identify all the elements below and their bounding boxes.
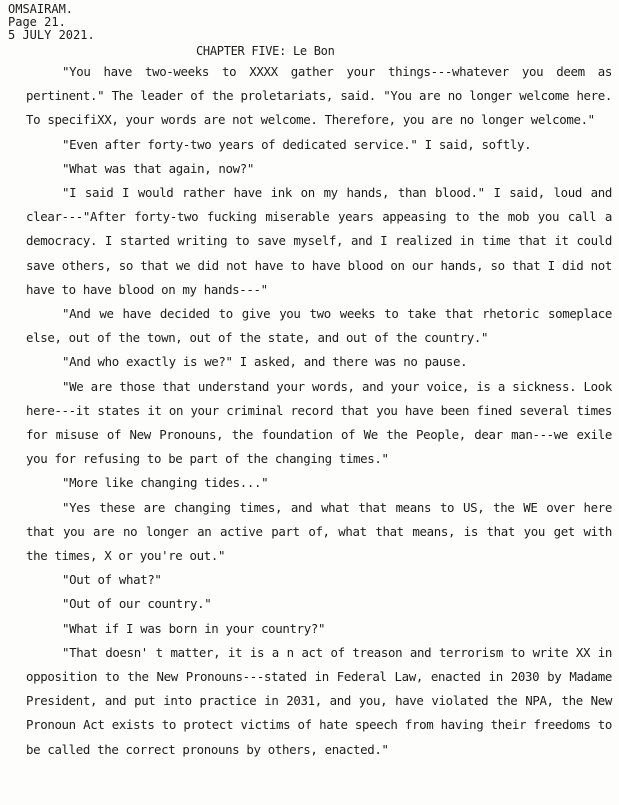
paragraph: "More like changing tides..." [62,475,269,491]
manuscript-body [26,60,612,762]
paragraph: "What if I was born in your country?" [62,620,326,636]
page-number: Page 21. [8,15,66,29]
paragraph: "We are those that understand your words, and your voice, is a sickness. Look here---it states it on your criminal record that you have been fined several times for misuse of New Pronouns, the foundation of We the People, dear man---we exile you for refusing to be part of the changing times." [26,378,612,467]
paragraph: "You have two-weeks to XXXX gather your things---whatever you deem as pertinent." The leader of the proletariats, said. "You are no longer welcome here. To specifiXX, your words are not welcome. Therefore, you are no longer welcome." [26,64,612,128]
author-name: OMSAIRAM. [8,2,74,16]
chapter-title: CHAPTER FIVE: Le Bon [196,44,335,58]
paragraph: "Even after forty-two years of dedicated service." I said, softly. [62,136,532,152]
page-date: 5 JULY 2021. [8,28,95,42]
paragraph: "Yes these are changing times, and what that means to US, the WE over here that you are no longer an active part of, what that means, is that you get with the times, X or you're out." [26,499,612,564]
paragraph: "That doesn' t matter, it is a n act of treason and terrorism to write XX in opposition to the New Pronouns---stated in Federal Law, enacted in 2030 by Madame President, and put into practice in 2031, and you, have violated the NPA, the New Pronoun Act exists to protect victims of hate speech from having their freedoms to be called the correct pronouns by others, enacted." [26,644,612,757]
paragraph: "And we have decided to give you two weeks to take that rhetoric someplace else, out of the town, out of the state, and out of the country." [26,306,612,346]
paragraph: "And who exactly is we?" I asked, and there was no pause. [62,354,468,370]
page-header [8,3,95,42]
paragraph: "I said I would rather have ink on my hands, than blood." I said, loud and clear---"After forty-two fucking miserable years appeasing to the mob you call a democracy. I started writing to save myself, and I realized in time that it could save others, so that we did not have to have blood on our hands, so that I did not have to have blood on my hands---" [26,185,612,297]
paragraph: "What was that again, now?" [62,160,254,176]
paragraph: "Out of what?" [62,572,162,588]
paragraph: "Out of our country." [62,596,212,612]
